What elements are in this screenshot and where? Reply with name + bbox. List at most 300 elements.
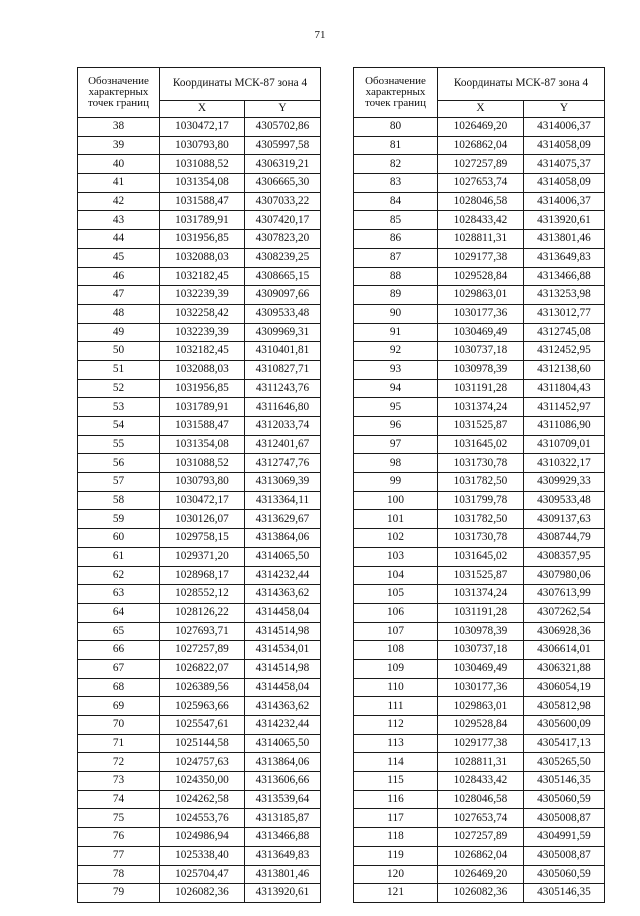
y-coordinate: 4313864,06 — [245, 529, 321, 548]
x-coordinate: 1031191,28 — [438, 379, 524, 398]
header-y: Y — [245, 101, 321, 118]
y-coordinate: 4313012,77 — [524, 304, 605, 323]
table-row — [354, 267, 605, 286]
y-coordinate: 4307613,99 — [524, 585, 605, 604]
x-coordinate: 1029528,84 — [438, 716, 524, 735]
header-y: Y — [524, 101, 605, 118]
point-number: 112 — [354, 716, 438, 735]
x-coordinate: 1031588,47 — [160, 192, 245, 211]
table-row — [354, 211, 605, 230]
y-coordinate: 4314514,98 — [245, 659, 321, 678]
point-number: 54 — [78, 417, 160, 436]
y-coordinate: 4311452,97 — [524, 398, 605, 417]
point-number: 108 — [354, 641, 438, 660]
y-coordinate: 4312747,76 — [245, 454, 321, 473]
table-row — [78, 529, 321, 548]
table-row — [78, 678, 321, 697]
x-coordinate: 1031799,78 — [438, 491, 524, 510]
table-row — [354, 753, 605, 772]
x-coordinate: 1028126,22 — [160, 603, 245, 622]
y-coordinate: 4313466,88 — [245, 828, 321, 847]
point-number: 73 — [78, 772, 160, 791]
point-number: 64 — [78, 603, 160, 622]
point-number: 75 — [78, 809, 160, 828]
header-designation: Обозначение характерных точек границ — [78, 68, 160, 118]
point-number: 97 — [354, 435, 438, 454]
point-number: 67 — [78, 659, 160, 678]
x-coordinate: 1028552,12 — [160, 585, 245, 604]
y-coordinate: 4311804,43 — [524, 379, 605, 398]
x-coordinate: 1028046,58 — [438, 192, 524, 211]
point-number: 62 — [78, 566, 160, 585]
point-number: 119 — [354, 846, 438, 865]
table-row — [78, 323, 321, 342]
table-row — [354, 342, 605, 361]
table-row — [354, 230, 605, 249]
point-number: 110 — [354, 678, 438, 697]
x-coordinate: 1031525,87 — [438, 566, 524, 585]
x-coordinate: 1030126,07 — [160, 510, 245, 529]
x-coordinate: 1025144,58 — [160, 734, 245, 753]
point-number: 100 — [354, 491, 438, 510]
x-coordinate: 1030469,49 — [438, 659, 524, 678]
y-coordinate: 4305265,50 — [524, 753, 605, 772]
y-coordinate: 4305600,09 — [524, 716, 605, 735]
point-number: 94 — [354, 379, 438, 398]
x-coordinate: 1030793,80 — [160, 473, 245, 492]
x-coordinate: 1031956,85 — [160, 379, 245, 398]
point-number: 70 — [78, 716, 160, 735]
x-coordinate: 1027257,89 — [160, 641, 245, 660]
y-coordinate: 4312033,74 — [245, 417, 321, 436]
y-coordinate: 4314363,62 — [245, 697, 321, 716]
table-row — [354, 846, 605, 865]
table-row — [78, 734, 321, 753]
point-number: 81 — [354, 136, 438, 155]
point-number: 89 — [354, 286, 438, 305]
y-coordinate: 4313801,46 — [245, 865, 321, 884]
y-coordinate: 4308665,15 — [245, 267, 321, 286]
table-row — [354, 118, 605, 137]
y-coordinate: 4305008,87 — [524, 809, 605, 828]
point-number: 44 — [78, 230, 160, 249]
table-row — [78, 435, 321, 454]
point-number: 109 — [354, 659, 438, 678]
x-coordinate: 1032239,39 — [160, 286, 245, 305]
y-coordinate: 4312745,08 — [524, 323, 605, 342]
y-coordinate: 4313606,66 — [245, 772, 321, 791]
point-number: 87 — [354, 248, 438, 267]
header-designation: Обозначение характерных точек границ — [354, 68, 438, 118]
point-number: 61 — [78, 547, 160, 566]
y-coordinate: 4307033,22 — [245, 192, 321, 211]
point-number: 55 — [78, 435, 160, 454]
header-x: X — [438, 101, 524, 118]
table-row — [78, 342, 321, 361]
table-row — [78, 304, 321, 323]
point-number: 101 — [354, 510, 438, 529]
table-row — [354, 547, 605, 566]
table-row — [354, 174, 605, 193]
x-coordinate: 1032258,42 — [160, 304, 245, 323]
x-coordinate: 1031782,50 — [438, 510, 524, 529]
point-number: 79 — [78, 884, 160, 903]
table-row — [78, 286, 321, 305]
point-number: 52 — [78, 379, 160, 398]
header-x: X — [160, 101, 245, 118]
x-coordinate: 1030472,17 — [160, 491, 245, 510]
table-row — [354, 473, 605, 492]
y-coordinate: 4313069,39 — [245, 473, 321, 492]
y-coordinate: 4305812,98 — [524, 697, 605, 716]
point-number: 51 — [78, 360, 160, 379]
y-coordinate: 4305146,35 — [524, 772, 605, 791]
x-coordinate: 1028046,58 — [438, 790, 524, 809]
x-coordinate: 1030978,39 — [438, 360, 524, 379]
table-row — [354, 286, 605, 305]
table-row — [354, 622, 605, 641]
x-coordinate: 1032182,45 — [160, 267, 245, 286]
y-coordinate: 4307262,54 — [524, 603, 605, 622]
x-coordinate: 1029177,38 — [438, 248, 524, 267]
y-coordinate: 4307420,17 — [245, 211, 321, 230]
point-number: 48 — [78, 304, 160, 323]
page-number: 71 — [314, 29, 326, 41]
x-coordinate: 1029371,20 — [160, 547, 245, 566]
table-row — [78, 603, 321, 622]
y-coordinate: 4310709,01 — [524, 435, 605, 454]
point-number: 72 — [78, 753, 160, 772]
point-number: 40 — [78, 155, 160, 174]
point-number: 95 — [354, 398, 438, 417]
table-row — [78, 136, 321, 155]
y-coordinate: 4313185,87 — [245, 809, 321, 828]
x-coordinate: 1031588,47 — [160, 417, 245, 436]
x-coordinate: 1028433,42 — [438, 772, 524, 791]
header-coordinate-system: Координаты МСК-87 зона 4 — [160, 68, 321, 101]
y-coordinate: 4305146,35 — [524, 884, 605, 903]
point-number: 91 — [354, 323, 438, 342]
point-number: 107 — [354, 622, 438, 641]
point-number: 77 — [78, 846, 160, 865]
point-number: 103 — [354, 547, 438, 566]
y-coordinate: 4308239,25 — [245, 248, 321, 267]
x-coordinate: 1031088,52 — [160, 454, 245, 473]
point-number: 76 — [78, 828, 160, 847]
x-coordinate: 1031374,24 — [438, 585, 524, 604]
table-row — [78, 174, 321, 193]
y-coordinate: 4311243,76 — [245, 379, 321, 398]
point-number: 115 — [354, 772, 438, 791]
y-coordinate: 4314458,04 — [245, 603, 321, 622]
point-number: 71 — [78, 734, 160, 753]
x-coordinate: 1032088,03 — [160, 360, 245, 379]
x-coordinate: 1030978,39 — [438, 622, 524, 641]
y-coordinate: 4306614,01 — [524, 641, 605, 660]
y-coordinate: 4305060,59 — [524, 865, 605, 884]
point-number: 117 — [354, 809, 438, 828]
x-coordinate: 1031782,50 — [438, 473, 524, 492]
point-number: 96 — [354, 417, 438, 436]
x-coordinate: 1031088,52 — [160, 155, 245, 174]
x-coordinate: 1026469,20 — [438, 865, 524, 884]
y-coordinate: 4307980,06 — [524, 566, 605, 585]
y-coordinate: 4314232,44 — [245, 716, 321, 735]
table-body-left — [78, 118, 321, 903]
y-coordinate: 4314232,44 — [245, 566, 321, 585]
table-row — [354, 641, 605, 660]
x-coordinate: 1032088,03 — [160, 248, 245, 267]
table-row — [78, 491, 321, 510]
header-coordinate-system: Координаты МСК-87 зона 4 — [438, 68, 605, 101]
table-row — [78, 118, 321, 137]
table-row — [354, 454, 605, 473]
point-number: 99 — [354, 473, 438, 492]
x-coordinate: 1032182,45 — [160, 342, 245, 361]
coordinates-table-right — [353, 67, 605, 903]
point-number: 106 — [354, 603, 438, 622]
point-number: 68 — [78, 678, 160, 697]
table-row — [78, 772, 321, 791]
table-row — [78, 398, 321, 417]
table-row — [354, 585, 605, 604]
point-number: 102 — [354, 529, 438, 548]
x-coordinate: 1029528,84 — [438, 267, 524, 286]
table-row — [354, 491, 605, 510]
y-coordinate: 4313649,83 — [524, 248, 605, 267]
y-coordinate: 4313920,61 — [245, 884, 321, 903]
y-coordinate: 4308744,79 — [524, 529, 605, 548]
table-row — [78, 547, 321, 566]
x-coordinate: 1031645,02 — [438, 435, 524, 454]
y-coordinate: 4309929,33 — [524, 473, 605, 492]
y-coordinate: 4312401,67 — [245, 435, 321, 454]
point-number: 58 — [78, 491, 160, 510]
table-row — [354, 323, 605, 342]
y-coordinate: 4306321,88 — [524, 659, 605, 678]
point-number: 86 — [354, 230, 438, 249]
point-number: 90 — [354, 304, 438, 323]
y-coordinate: 4310322,17 — [524, 454, 605, 473]
x-coordinate: 1024757,63 — [160, 753, 245, 772]
x-coordinate: 1029758,15 — [160, 529, 245, 548]
table-row — [78, 716, 321, 735]
y-coordinate: 4314458,04 — [245, 678, 321, 697]
table-row — [354, 417, 605, 436]
table-row — [78, 809, 321, 828]
point-number: 66 — [78, 641, 160, 660]
y-coordinate: 4314065,50 — [245, 547, 321, 566]
point-number: 98 — [354, 454, 438, 473]
table-row — [78, 155, 321, 174]
table-row — [78, 454, 321, 473]
y-coordinate: 4313801,46 — [524, 230, 605, 249]
point-number: 49 — [78, 323, 160, 342]
point-number: 43 — [78, 211, 160, 230]
y-coordinate: 4305008,87 — [524, 846, 605, 865]
table-row — [78, 379, 321, 398]
x-coordinate: 1029177,38 — [438, 734, 524, 753]
point-number: 56 — [78, 454, 160, 473]
x-coordinate: 1031789,91 — [160, 398, 245, 417]
x-coordinate: 1028811,31 — [438, 230, 524, 249]
table-row — [78, 248, 321, 267]
table-row — [354, 659, 605, 678]
point-number: 50 — [78, 342, 160, 361]
y-coordinate: 4307823,20 — [245, 230, 321, 249]
y-coordinate: 4313864,06 — [245, 753, 321, 772]
x-coordinate: 1030793,80 — [160, 136, 245, 155]
point-number: 60 — [78, 529, 160, 548]
x-coordinate: 1024986,94 — [160, 828, 245, 847]
table-row — [78, 846, 321, 865]
x-coordinate: 1029863,01 — [438, 286, 524, 305]
y-coordinate: 4311646,80 — [245, 398, 321, 417]
y-coordinate: 4310401,81 — [245, 342, 321, 361]
point-number: 92 — [354, 342, 438, 361]
table-row — [354, 809, 605, 828]
table-row — [354, 529, 605, 548]
table-row — [354, 510, 605, 529]
point-number: 45 — [78, 248, 160, 267]
table-row — [354, 678, 605, 697]
x-coordinate: 1027653,74 — [438, 174, 524, 193]
x-coordinate: 1027257,89 — [438, 155, 524, 174]
table-row — [354, 155, 605, 174]
table-row — [78, 790, 321, 809]
table-row — [78, 417, 321, 436]
point-number: 84 — [354, 192, 438, 211]
table-row — [354, 248, 605, 267]
point-number: 65 — [78, 622, 160, 641]
x-coordinate: 1030737,18 — [438, 641, 524, 660]
x-coordinate: 1025547,61 — [160, 716, 245, 735]
y-coordinate: 4313629,67 — [245, 510, 321, 529]
point-number: 83 — [354, 174, 438, 193]
x-coordinate: 1031730,78 — [438, 454, 524, 473]
table-row — [354, 136, 605, 155]
y-coordinate: 4305417,13 — [524, 734, 605, 753]
x-coordinate: 1031191,28 — [438, 603, 524, 622]
point-number: 121 — [354, 884, 438, 903]
point-number: 111 — [354, 697, 438, 716]
table-row — [354, 603, 605, 622]
table-row — [78, 865, 321, 884]
coordinates-table-left — [77, 67, 321, 903]
x-coordinate: 1027257,89 — [438, 828, 524, 847]
table-row — [78, 828, 321, 847]
y-coordinate: 4312452,95 — [524, 342, 605, 361]
point-number: 104 — [354, 566, 438, 585]
point-number: 85 — [354, 211, 438, 230]
table-row — [78, 192, 321, 211]
table-row — [78, 360, 321, 379]
y-coordinate: 4314514,98 — [245, 622, 321, 641]
table-row — [78, 211, 321, 230]
y-coordinate: 4305060,59 — [524, 790, 605, 809]
y-coordinate: 4305702,86 — [245, 118, 321, 137]
y-coordinate: 4314006,37 — [524, 118, 605, 137]
table-row — [354, 304, 605, 323]
y-coordinate: 4309533,48 — [524, 491, 605, 510]
y-coordinate: 4313539,64 — [245, 790, 321, 809]
x-coordinate: 1030469,49 — [438, 323, 524, 342]
x-coordinate: 1031354,08 — [160, 435, 245, 454]
table-row — [78, 230, 321, 249]
x-coordinate: 1030177,36 — [438, 304, 524, 323]
y-coordinate: 4314058,09 — [524, 136, 605, 155]
table-row — [354, 772, 605, 791]
x-coordinate: 1025963,66 — [160, 697, 245, 716]
table-row — [354, 697, 605, 716]
table-row — [78, 641, 321, 660]
point-number: 118 — [354, 828, 438, 847]
y-coordinate: 4313364,11 — [245, 491, 321, 510]
point-number: 41 — [78, 174, 160, 193]
table-row — [78, 566, 321, 585]
point-number: 57 — [78, 473, 160, 492]
y-coordinate: 4314006,37 — [524, 192, 605, 211]
y-coordinate: 4305997,58 — [245, 136, 321, 155]
point-number: 42 — [78, 192, 160, 211]
point-number: 53 — [78, 398, 160, 417]
x-coordinate: 1031525,87 — [438, 417, 524, 436]
y-coordinate: 4313253,98 — [524, 286, 605, 305]
table-row — [354, 566, 605, 585]
y-coordinate: 4314058,09 — [524, 174, 605, 193]
x-coordinate: 1030472,17 — [160, 118, 245, 137]
x-coordinate: 1028968,17 — [160, 566, 245, 585]
x-coordinate: 1026082,36 — [438, 884, 524, 903]
x-coordinate: 1024553,76 — [160, 809, 245, 828]
x-coordinate: 1026082,36 — [160, 884, 245, 903]
y-coordinate: 4314363,62 — [245, 585, 321, 604]
x-coordinate: 1028433,42 — [438, 211, 524, 230]
table-row — [354, 865, 605, 884]
x-coordinate: 1031730,78 — [438, 529, 524, 548]
x-coordinate: 1030737,18 — [438, 342, 524, 361]
x-coordinate: 1026389,56 — [160, 678, 245, 697]
y-coordinate: 4308357,95 — [524, 547, 605, 566]
point-number: 46 — [78, 267, 160, 286]
point-number: 120 — [354, 865, 438, 884]
point-number: 114 — [354, 753, 438, 772]
point-number: 78 — [78, 865, 160, 884]
y-coordinate: 4312138,60 — [524, 360, 605, 379]
x-coordinate: 1031956,85 — [160, 230, 245, 249]
x-coordinate: 1024350,00 — [160, 772, 245, 791]
point-number: 88 — [354, 267, 438, 286]
table-row — [78, 267, 321, 286]
point-number: 82 — [354, 155, 438, 174]
table-row — [354, 734, 605, 753]
x-coordinate: 1029863,01 — [438, 697, 524, 716]
y-coordinate: 4306054,19 — [524, 678, 605, 697]
y-coordinate: 4314534,01 — [245, 641, 321, 660]
point-number: 113 — [354, 734, 438, 753]
table-row — [354, 716, 605, 735]
table-row — [78, 753, 321, 772]
y-coordinate: 4313649,83 — [245, 846, 321, 865]
point-number: 93 — [354, 360, 438, 379]
y-coordinate: 4309969,31 — [245, 323, 321, 342]
table-row — [78, 884, 321, 903]
y-coordinate: 4314065,50 — [245, 734, 321, 753]
y-coordinate: 4311086,90 — [524, 417, 605, 436]
point-number: 47 — [78, 286, 160, 305]
x-coordinate: 1024262,58 — [160, 790, 245, 809]
y-coordinate: 4309097,66 — [245, 286, 321, 305]
